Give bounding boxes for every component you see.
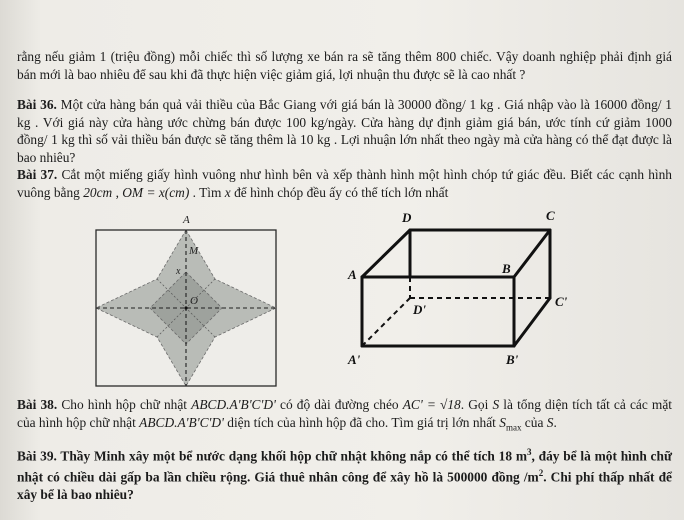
problem-38-diagonal: AC' = √18 [402, 397, 461, 412]
problem-39-sup-1: 3 [526, 447, 532, 457]
top-back-edges [362, 230, 550, 277]
problem-38-text-7: . [553, 414, 557, 430]
problem-39-sup-2: 2 [538, 467, 544, 478]
label-Dp: D' [413, 302, 426, 317]
label-A: A [183, 214, 190, 226]
problem-38-text-3: . Gọi [460, 397, 493, 412]
problem-37-text-1: Cắt một miếng giấy hình vuông như hình bên và xếp thành hình một hình chóp tứ giác đều. Biết các cạnh hình vuông bằng [17, 167, 673, 200]
hidden-edge-ApDp [362, 298, 410, 346]
problem-38-box-name-2: ABCD.A'B'C'D' [139, 414, 224, 430]
problem-38-s2: S [546, 414, 554, 430]
problem-37-text-3: . Tìm [189, 184, 225, 200]
problem-38-text-1: Cho hình hộp chữ nhật [57, 397, 192, 412]
problem-39-text-3: . Chi phí thấp nhất để xây bể là bao nhiêu? [17, 469, 672, 502]
center-point [184, 306, 187, 309]
problem-37-edge: 20cm [83, 184, 113, 200]
problem-38-smax: S [499, 414, 506, 430]
problem-39-text-1: Thầy Minh xây một bể nước dạng khối hộp chữ nhật không nắp có thể tích 18 m [56, 448, 527, 464]
square-net-svg [92, 208, 282, 390]
label-D: D [402, 210, 412, 225]
problem-36-text: Một cửa hàng bán quả vải thiều của Bắc Giang với giá bán là 30000 đồng/ 1 kg . Giá nhập vào là 16000 đồng/ 1 kg . Với giá này cửa hàng ước chừng bán được 100 kg/ngày. Cửa hàng dự định giảm giá bán, ước tính cứ giảm 1000 đồng/ 1 kg thì số vải thiều bán được sẽ tăng thêm là 10 kg . Lợi nhuận lớn nhất theo ngày mà cửa hàng có thể đạt được là bao nhiêu? [17, 97, 672, 165]
label-x: x [176, 266, 181, 277]
problem-38-box-name: ABCD.A'B'C'D' [191, 397, 276, 412]
square-net-figure [92, 208, 282, 390]
problem-39 [17, 444, 672, 503]
problem-38-s: S [492, 397, 500, 412]
problem-37-label: Bài 37. [17, 167, 58, 182]
problem-39-text-2: , đáy bể là một hình chữ nhật có chiều dài gấp ba lần chiều rộng. Giá thuê nhân công để xây hồ là 500000 đồng /m [17, 448, 672, 485]
problem-38-text-4: là tổng diện tích tất cả các mặt của hình hộp chữ nhật [17, 397, 672, 430]
problem-38-text-5: diện tích của hình hộp đã cho. Tìm giá trị lớn nhất [223, 414, 500, 430]
problem-38-label: Bài 38. [17, 397, 58, 412]
box-figure [340, 206, 580, 386]
problem-39-label: Bài 39. [17, 448, 57, 464]
label-Bp: B' [506, 352, 519, 367]
label-B: B [502, 261, 511, 276]
problem-38-smax-sub: max [505, 422, 522, 433]
problem-36 [17, 96, 672, 166]
continuation-text: rằng nếu giảm 1 (triệu đồng) mỗi chiếc thì số lượng xe bán ra sẽ tăng thêm 800 chiếc. Vậy doanh nghiệp phải định giá bán mới là bao nhiêu để sau khi đã thực hiện việc giảm giá, lợi nhuận thu được sẽ là cao nhất ? [17, 49, 672, 82]
label-Cp: C' [555, 294, 568, 309]
problem-37-var: x [224, 184, 231, 200]
label-C: C [546, 208, 555, 223]
problem-38-text-2: có độ dài đường chéo [275, 397, 403, 412]
label-O: O [190, 295, 198, 307]
problem-38 [17, 396, 672, 437]
problem-37-text-4: để hình chóp đều ấy có thể tích lớn nhất [230, 184, 449, 200]
problem-38-text-6: của [521, 414, 547, 430]
problem-36-label: Bài 36. [17, 97, 57, 112]
problem-37-om: OM = x(cm) [122, 184, 190, 200]
label-M: M [189, 245, 199, 257]
edge-BpCp [514, 298, 550, 346]
problem-37 [17, 166, 672, 201]
label-A: A [348, 267, 357, 282]
box-svg [340, 206, 580, 386]
problem-35-continuation [17, 48, 672, 83]
label-Ap: A' [348, 352, 361, 367]
problem-37-text-2: , [112, 184, 123, 200]
